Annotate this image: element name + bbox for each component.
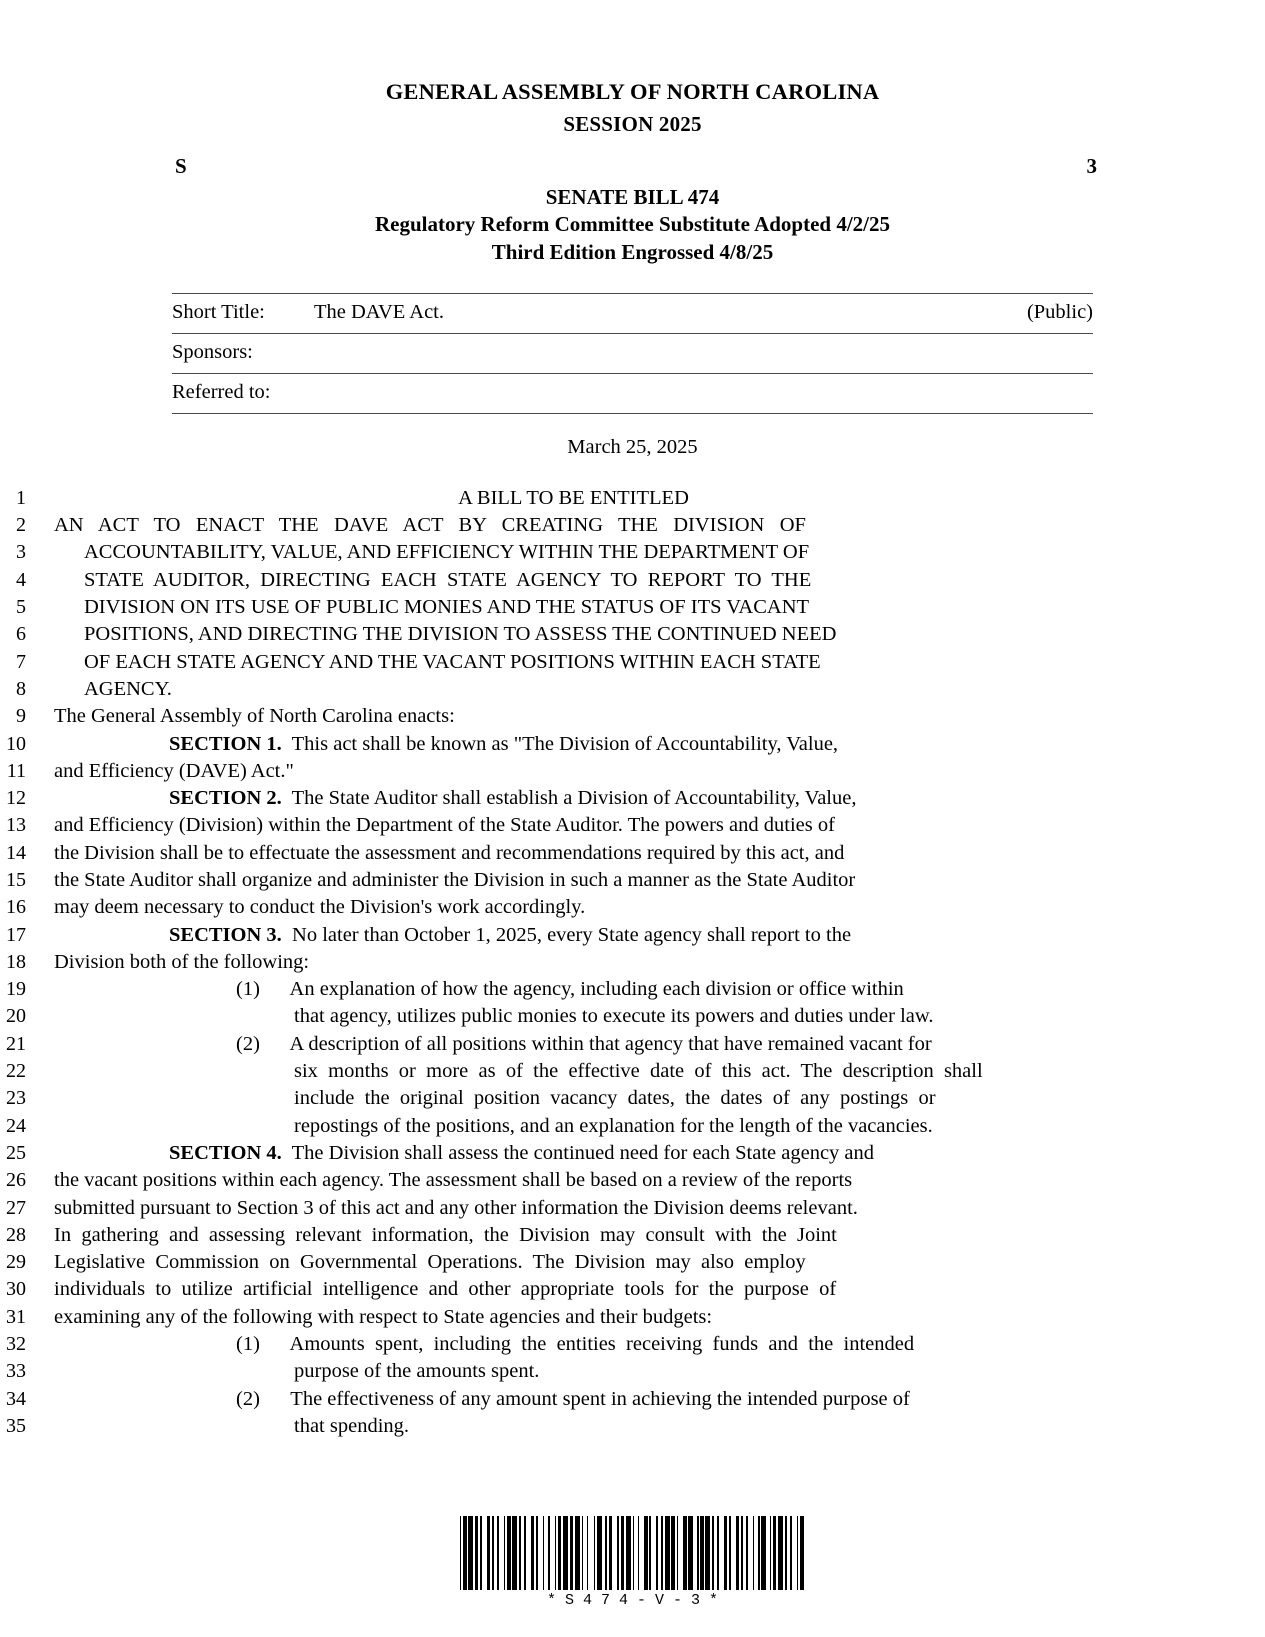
bill-line [0,1058,1265,1085]
bill-line [0,1195,1265,1222]
bill-line [0,512,1265,539]
line-body: and Efficiency (DAVE) Act." [54,759,294,782]
line-number: 16 [6,896,26,919]
line-text [54,1085,1265,1112]
bill-line [0,758,1265,785]
line-number: 20 [6,1005,26,1028]
barcode-space [804,1516,806,1590]
line-number: 32 [6,1333,26,1356]
bill-line [0,812,1265,839]
line-text [54,812,1265,839]
line-body: AN ACT TO ENACT THE DAVE ACT BY CREATING THE DIVISION OF [54,514,806,537]
line-text [54,785,1265,812]
line-text [54,949,1265,976]
line-number: 18 [6,950,26,973]
line-text [54,1304,1265,1331]
line-number: 30 [6,1278,26,1301]
line-body: An explanation of how the agency, including each division or office within [289,978,904,1001]
line-number: 23 [6,1087,26,1110]
line-number: 6 [16,623,26,646]
bill-line [0,1003,1265,1030]
line-body: that agency, utilizes public monies to execute its powers and duties under law. [294,1005,934,1028]
line-text [54,867,1265,894]
line-text [54,840,1265,867]
line-body: six months or more as of the effective date of this act. The description shall [294,1060,983,1083]
line-text [54,731,1265,758]
line-body: the Division shall be to effectuate the assessment and recommendations required by this act, and [54,841,845,864]
line-body: The effectiveness of any amount spent in achieving the intended purpose of [290,1387,910,1410]
line-text [54,922,1265,949]
line-number: 11 [6,759,26,782]
bill-line [0,676,1265,703]
line-number: 9 [16,705,26,728]
line-number: 28 [6,1223,26,1246]
line-text [54,1276,1265,1303]
sponsors-spacer [831,333,1093,373]
sponsors-value [314,333,831,373]
line-text [54,594,1265,621]
line-body: ACCOUNTABILITY, VALUE, AND EFFICIENCY WITHIN THE DEPARTMENT OF [84,541,810,564]
line-number: 35 [6,1414,26,1437]
short-title-value: The DAVE Act. [314,293,831,333]
bill-line [0,785,1265,812]
line-number: 29 [6,1251,26,1274]
section-heading: SECTION 3. [169,923,282,946]
bill-line [0,1358,1265,1385]
referred-to-label: Referred to: [172,373,314,413]
line-text [54,567,1265,594]
line-text [54,1140,1265,1167]
referred-to-value [314,373,831,413]
line-body: STATE AUDITOR, DIRECTING EACH STATE AGENCY TO REPORT TO THE [84,568,812,591]
bill-line [0,1249,1265,1276]
line-body: The General Assembly of North Carolina enacts: [54,705,455,728]
line-number: 7 [16,650,26,673]
committee-substitute-line: Regulatory Reform Committee Substitute Adopted 4/2/25 [374,212,891,237]
assembly-title: GENERAL ASSEMBLY OF NORTH CAROLINA [385,79,880,104]
bill-number: SENATE BILL 474 [545,184,720,209]
line-body: The Division shall assess the continued need for each State agency and [281,1141,875,1164]
line-number: 34 [6,1387,26,1410]
bill-line [0,703,1265,730]
line-text [54,1249,1265,1276]
bill-line [0,1031,1265,1058]
bill-line [0,976,1265,1003]
subsection-marker: (2) [236,1032,260,1055]
bill-line [0,649,1265,676]
bill-line [0,594,1265,621]
section-heading: SECTION 1. [169,732,282,755]
line-number: 13 [6,814,26,837]
line-text [54,485,1265,512]
bill-line [0,1113,1265,1140]
line-number: 19 [6,978,26,1001]
bill-line [0,567,1265,594]
line-body: Division both of the following: [54,950,310,973]
edition-line: Third Edition Engrossed 4/8/25 [491,240,774,265]
line-body: Amounts spent, including the entities receiving funds and the intended [289,1333,915,1356]
chamber-code: S [175,153,187,178]
bill-line [0,894,1265,921]
bill-line [0,1304,1265,1331]
line-number: 31 [6,1305,26,1328]
line-number: 24 [6,1114,26,1137]
barcode-label: *S474-V-3* [546,1592,727,1609]
bill-line [0,1085,1265,1112]
line-text [54,758,1265,785]
line-text [54,1331,1265,1358]
bill-date: March 25, 2025 [567,435,698,458]
referred-to-row [172,373,1093,413]
line-body: individuals to utilize artificial intelligence and other appropriate tools for the purpose of [54,1278,837,1301]
line-number: 14 [6,841,26,864]
referred-to-spacer [831,373,1093,413]
short-title-row [172,293,1093,333]
line-number: 10 [6,732,26,755]
line-number: 8 [16,677,26,700]
line-body: that spending. [294,1414,410,1437]
line-body: In gathering and assessing relevant information, the Division may consult with the Joint [54,1223,837,1246]
line-text [54,621,1265,648]
line-body: may deem necessary to conduct the Division's work accordingly. [54,896,586,919]
marker-gap [260,1333,290,1355]
line-body: POSITIONS, AND DIRECTING THE DIVISION TO ASSESS THE CONTINUED NEED [84,623,837,646]
bill-line [0,731,1265,758]
bill-line [0,1386,1265,1413]
line-body: examining any of the following with respect to State agencies and their budgets: [54,1305,713,1328]
line-body: This act shall be known as "The Division of Accountability, Value, [281,732,839,755]
line-text [54,1113,1265,1140]
marker-gap [260,978,290,1000]
bill-line [0,621,1265,648]
line-body: OF EACH STATE AGENCY AND THE VACANT POSITIONS WITHIN EACH STATE [84,650,821,673]
line-text [54,649,1265,676]
line-body: AGENCY. [84,677,172,700]
short-title-label: Short Title: [172,293,314,333]
bill-line [0,922,1265,949]
bill-identity [0,184,1265,267]
line-number: 25 [6,1141,26,1164]
line-text [54,1195,1265,1222]
chamber-row [175,154,1097,180]
bill-line [0,1222,1265,1249]
bill-body [0,485,1265,1440]
line-text [54,512,1265,539]
line-body: and Efficiency (Division) within the Department of the State Auditor. The powers and duties of [54,814,835,837]
line-text [54,1058,1265,1085]
section-heading: SECTION 4. [169,1141,282,1164]
line-body: submitted pursuant to Section 3 of this act and any other information the Division deems relevant. [54,1196,858,1219]
public-private-label: (Public) [831,293,1093,333]
bill-info-table [172,293,1093,414]
barcode-block [0,1503,1265,1609]
line-body: A description of all positions within that agency that have remained vacant for [289,1032,932,1055]
bill-line [0,1331,1265,1358]
section-heading: SECTION 2. [169,787,282,810]
line-text [54,1386,1265,1413]
subsection-marker: (1) [236,978,260,1001]
line-text [54,1358,1265,1385]
bill-line [0,840,1265,867]
line-body: repostings of the positions, and an explanation for the length of the vacancies. [294,1114,933,1137]
line-number: 33 [6,1360,26,1383]
line-number: 4 [16,568,26,591]
line-body: the vacant positions within each agency. The assessment shall be based on a review of the reports [54,1169,853,1192]
bill-line [0,539,1265,566]
bill-line [0,485,1265,512]
bill-line [0,1140,1265,1167]
line-text [54,539,1265,566]
masthead [0,0,1265,138]
line-number: 12 [6,787,26,810]
line-text [54,1167,1265,1194]
line-text [54,1222,1265,1249]
bill-line [0,867,1265,894]
subsection-marker: (1) [236,1333,260,1356]
line-number: 22 [6,1060,26,1083]
line-body: the State Auditor shall organize and administer the Division in such a manner as the State Auditor [54,868,856,891]
session-title: SESSION 2025 [563,111,702,136]
bill-line [0,1167,1265,1194]
line-number: 26 [6,1169,26,1192]
bill-line [0,1276,1265,1303]
sponsors-row [172,333,1093,373]
line-text [54,676,1265,703]
sponsors-label: Sponsors: [172,333,314,373]
line-text [54,1413,1265,1440]
subsection-marker: (2) [236,1387,260,1410]
line-number: 17 [6,923,26,946]
line-text [54,1031,1265,1058]
barcode-image [460,1516,806,1590]
line-body: Legislative Commission on Governmental Operations. The Division may also employ [54,1251,806,1274]
bill-line [0,949,1265,976]
line-number: 5 [16,596,26,619]
line-body: No later than October 1, 2025, every State agency shall report to the [281,923,852,946]
line-body: The State Auditor shall establish a Division of Accountability, Value, [281,787,857,810]
line-text [54,976,1265,1003]
line-number: 3 [16,541,26,564]
bill-line [0,1413,1265,1440]
marker-gap [260,1388,290,1410]
line-number: 1 [16,486,26,509]
line-text [54,703,1265,730]
line-number: 2 [16,514,26,537]
line-number: 21 [6,1032,26,1055]
line-body: DIVISION ON ITS USE OF PUBLIC MONIES AND THE STATUS OF ITS VACANT [84,596,810,619]
marker-gap [260,1033,290,1055]
line-body: include the original position vacancy dates, the dates of any postings or [294,1087,936,1110]
edition-number: 3 [1086,153,1097,178]
line-body: A BILL TO BE ENTITLED [458,486,689,509]
line-number: 27 [6,1196,26,1219]
line-text [54,894,1265,921]
line-text [54,1003,1265,1030]
line-body: purpose of the amounts spent. [294,1360,540,1383]
line-number: 15 [6,868,26,891]
